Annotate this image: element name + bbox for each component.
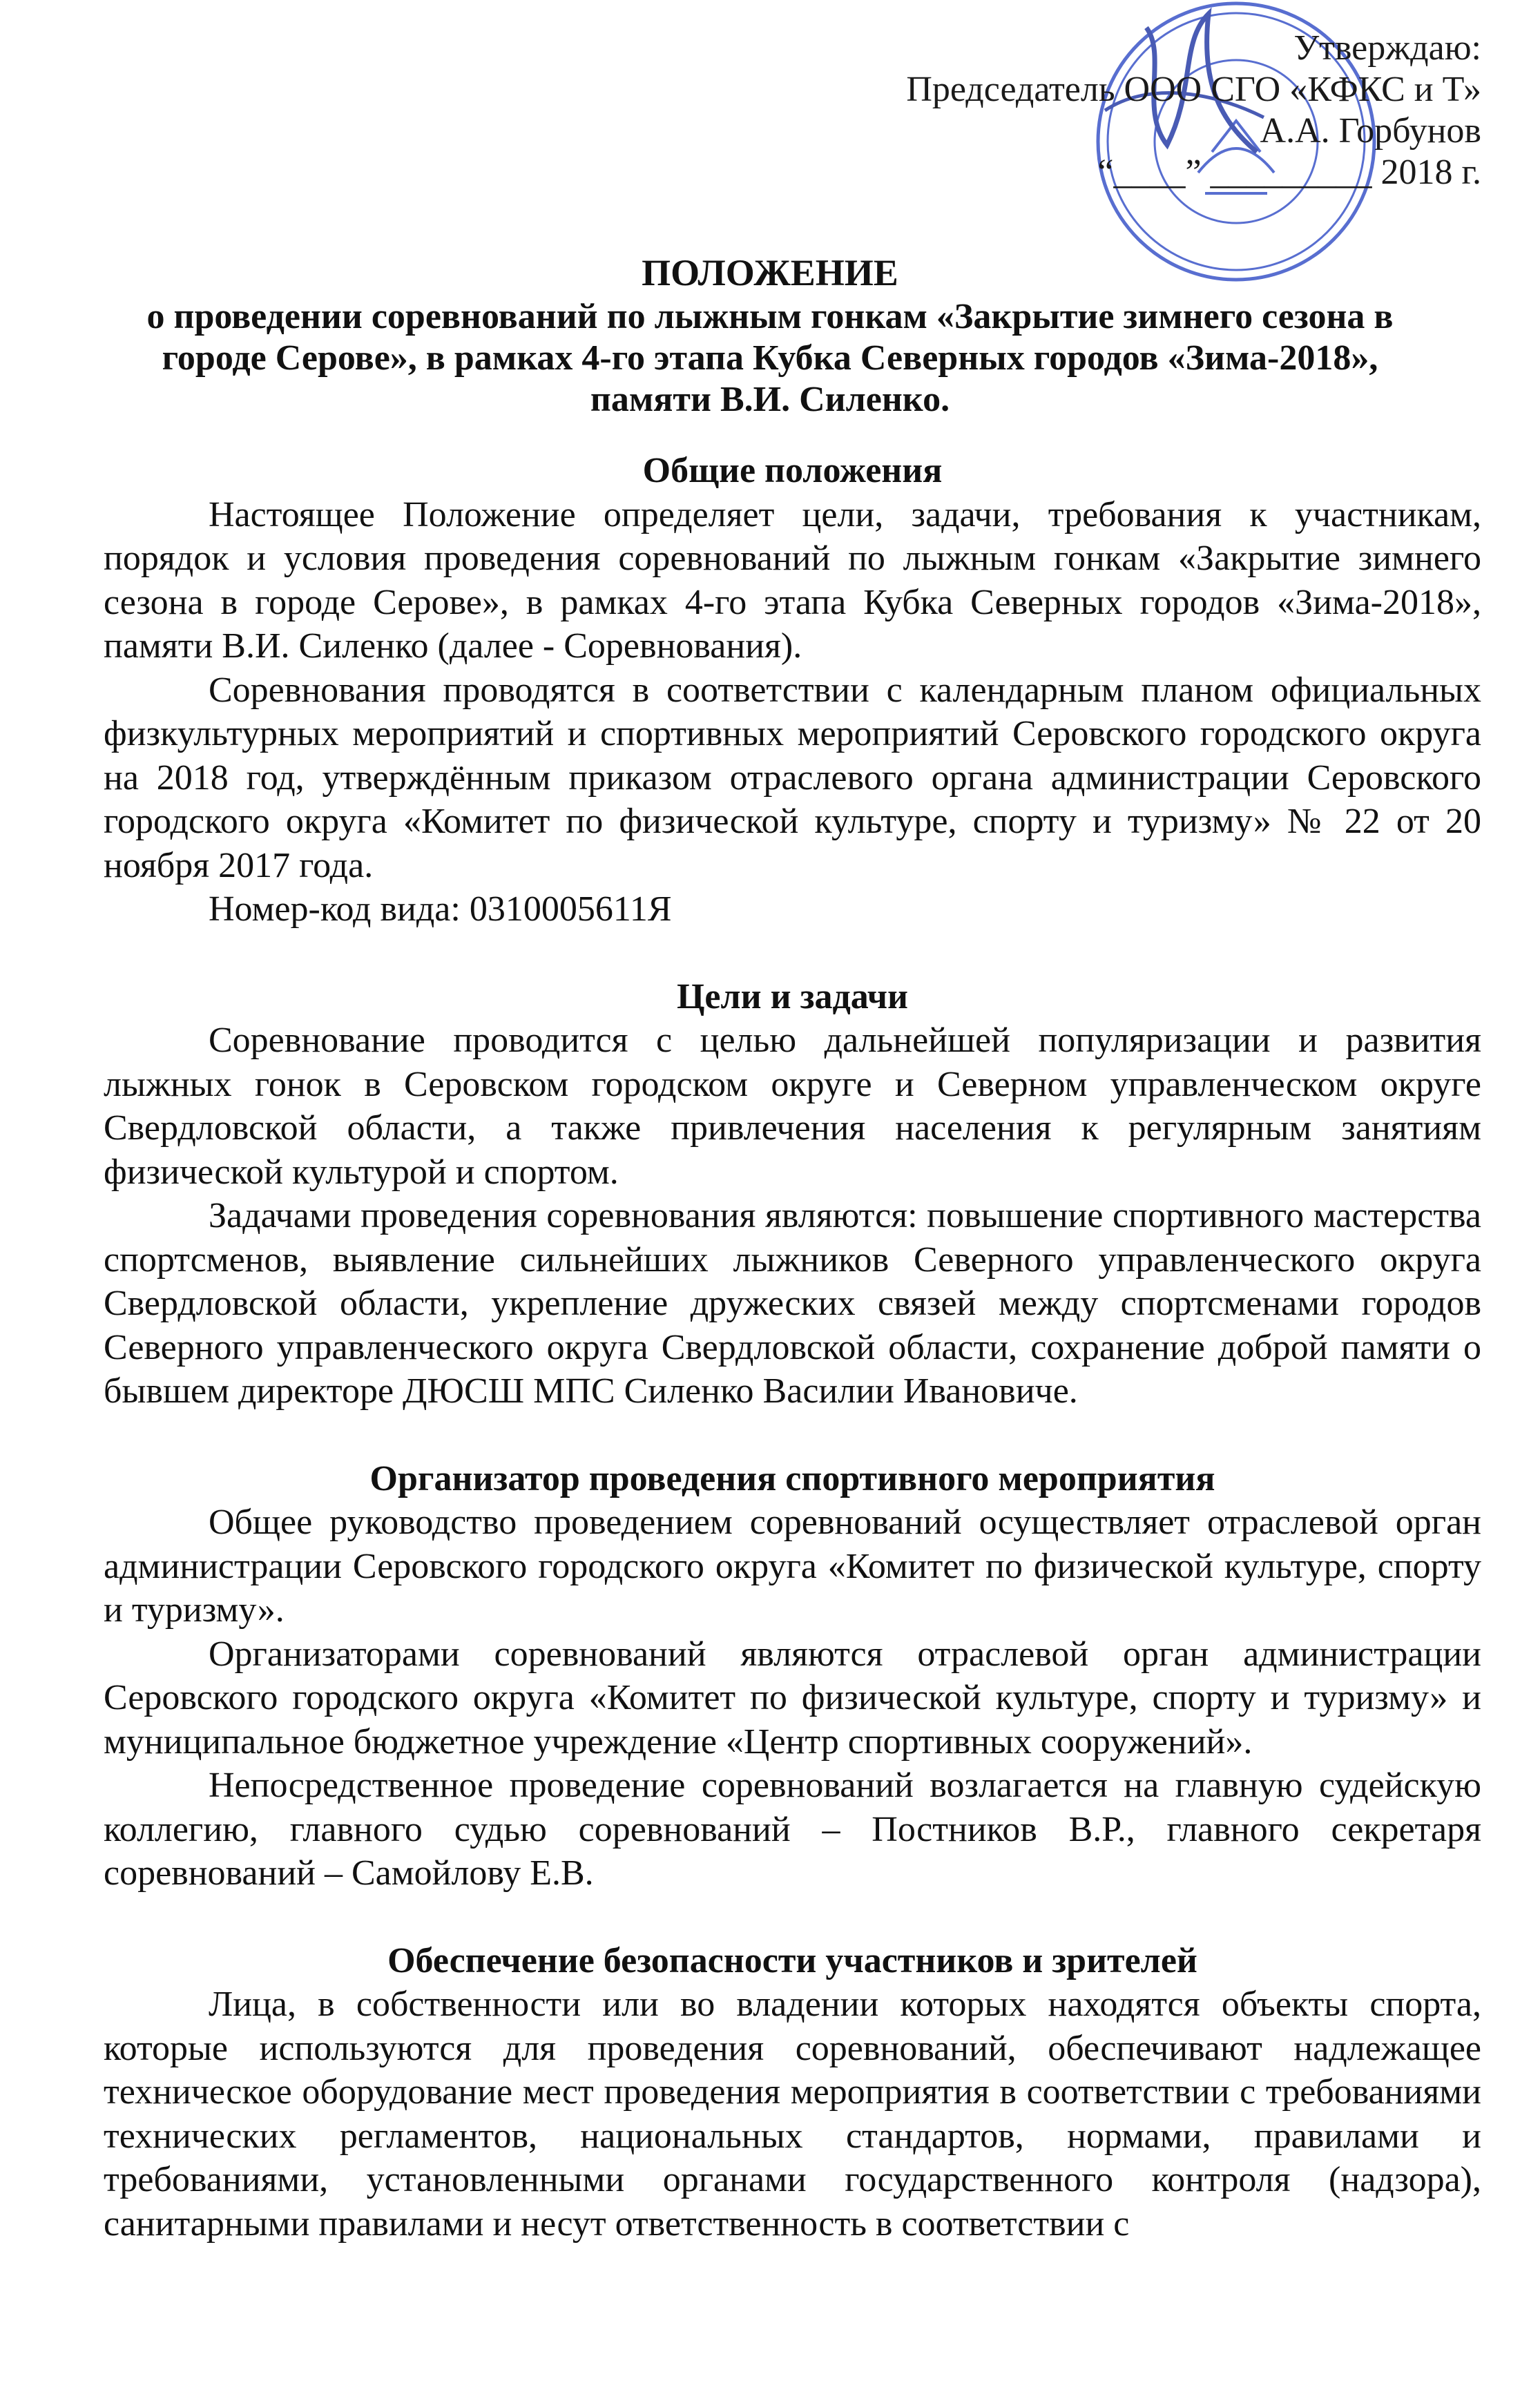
approver-name: А.А. Горбунов [1260,111,1481,151]
general-paragraph-1: Настоящее Положение определяет цели, задачи, требования к участникам, порядок и условия проведения соревнований по лыжным гонкам «Закрытие зимнего сезона в городе Серове», в рамках 4-го этапа Кубка Северных городов «Зима-2018», памяти В.И. Силенко (далее - Соревнования). [104,494,1481,666]
goals-paragraph-1: Соревнование проводится с целью дальнейшей популяризации и развития лыжных гонок в Серовском городском округе и Северном управленческом округе Свердловской области, а также привлечения населения к регулярным занятиям физической культурой и спортом. [104,1021,1481,1192]
heading-organizer: Организатор проведения спортивного мероприятия [369,1458,1215,1498]
organizer-paragraph-2: Организаторами соревнований являются отраслевой орган администрации Серовского городского округа «Комитет по физической культуре, спорту и туризму» и муниципальное бюджетное учреждение «Центр спортивных сооружений». [104,1634,1481,1762]
section-spacer [104,1414,1481,1457]
organizer-paragraph-3: Непосредственное проведение соревнований возлагается на главную судейскую коллегию, главного судью соревнований – Постников В.Р., главного секретаря соревнований – Самойлову Е.В. [104,1766,1481,1893]
section-spacer [104,1896,1481,1939]
organizer-paragraph-1: Общее руководство проведением соревнований осуществляет отраслевой орган администрации Серовского городского округа «Комитет по физической культуре, спорту и туризму». [104,1503,1481,1630]
section-spacer [104,932,1481,975]
title-line-1: о проведении соревнований по лыжным гонкам «Закрытие зимнего сезона в [146,297,1394,336]
heading-safety: Обеспечение безопасности участников и зрителей [387,1940,1197,1980]
heading-general: Общие положения [642,451,943,490]
goals-paragraph-2: Задачами проведения соревнования являются: повышение спортивного мастерства спортсменов, выявление сильнейших лыжников Северного управленческого округа Свердловской области, укрепление дружеских связей между спортсменами городов Северного управленческого округа Свердловской области, сохранение доброй памяти о бывшем директоре ДЮСШ МПС Силенко Василии Ивановиче. [104,1196,1481,1411]
general-paragraph-3: Номер-код вида: 0310005611Я [209,889,672,929]
title-line-3: памяти В.И. Силенко. [590,380,950,419]
document-body [104,449,1481,2246]
title-line-2: городе Серове», в рамках 4-го этапа Кубка Северных городов «Зима-2018», [162,338,1378,378]
safety-paragraph-1: Лица, в собственности или во владении которых находятся объекты спорта, которые используются для проведения соревнований, обеспечивают надлежащее техническое оборудование мест проведения мероприятия в соответствии с требованиями технических регламентов, национальных стандартов, нормами, правилами и требованиями, установленными органами государственного контроля (надзора), санитарными правилами и несут ответственность в соответствии с [104,1985,1481,2244]
approval-block [906,28,1481,193]
title-main: ПОЛОЖЕНИЕ [642,252,898,293]
document-title [104,252,1436,421]
heading-goals: Цели и задачи [676,976,909,1016]
approval-date: “____” _________ 2018 г. [1097,153,1481,192]
approver-position: Председатель ООО СГО «КФКС и Т» [906,70,1481,109]
approval-label: Утверждаю: [1293,28,1481,68]
general-paragraph-2: Соревнования проводятся в соответствии с календарным планом официальных физкультурных мероприятий и спортивных мероприятий Серовского городского округа на 2018 год, утверждённым приказом отраслевого органа администрации Серовского городского округа «Комитет по физической культуре, спорту и туризму» № 22 от 20 ноября 2017 года. [104,670,1481,885]
